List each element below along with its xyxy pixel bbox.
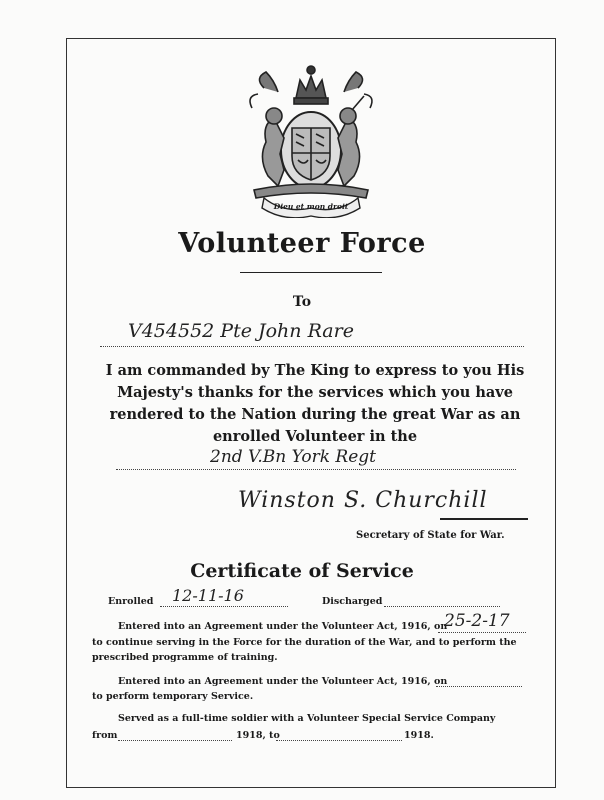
enrolled-date: 12-11-16 <box>172 586 244 605</box>
thanks-message: I am commanded by The King to express to you His Majesty's thanks for the services which you have rendered to the Nation during the great War as an enrolled Volunteer in the <box>105 362 525 445</box>
heading-rule <box>240 272 382 273</box>
agreement1-date: 25-2-17 <box>444 611 510 631</box>
discharged-label: Discharged <box>322 596 383 607</box>
discharged-line <box>384 606 500 608</box>
royal-coat-of-arms-icon <box>244 58 378 218</box>
from-line <box>118 740 232 742</box>
enrolled-label: Enrolled <box>108 596 154 607</box>
signatory-title: Secretary of State for War. <box>356 530 505 541</box>
served-text: Served as a full-time soldier with a Volunteer Special Service Company <box>118 713 496 724</box>
signature-underline <box>440 518 528 520</box>
agreement1-line <box>438 632 526 634</box>
to-label: To <box>292 294 312 310</box>
year-end: 1918. <box>404 730 434 741</box>
recipient-line <box>100 346 524 348</box>
to-line <box>276 740 402 742</box>
agreement1-continuation-2: prescribed programme of training. <box>92 652 278 663</box>
certificate-title: Certificate of Service <box>190 560 414 582</box>
agreement2-continuation: to perform temporary Service. <box>92 691 254 702</box>
enrolled-line <box>160 606 288 608</box>
agreement2-text: Entered into an Agreement under the Volunteer Act, 1916, on <box>118 676 448 687</box>
from-label: from <box>92 730 118 741</box>
unit-line <box>116 469 516 471</box>
agreement1-text: Entered into an Agreement under the Volunteer Act, 1916, on <box>118 621 448 632</box>
recipient-name: V454552 Pte John Rare <box>128 320 354 342</box>
document-heading: Volunteer Force <box>178 228 426 259</box>
agreement2-line <box>436 686 522 688</box>
crest-motto: Dieu et mon droit <box>273 202 349 211</box>
signature: Winston S. Churchill <box>238 488 488 513</box>
unit-name: 2nd V.Bn York Regt <box>210 447 376 467</box>
agreement1-continuation: to continue serving in the Force for the duration of the War, and to perform the <box>92 637 517 648</box>
year-to: 1918, to <box>236 730 280 741</box>
